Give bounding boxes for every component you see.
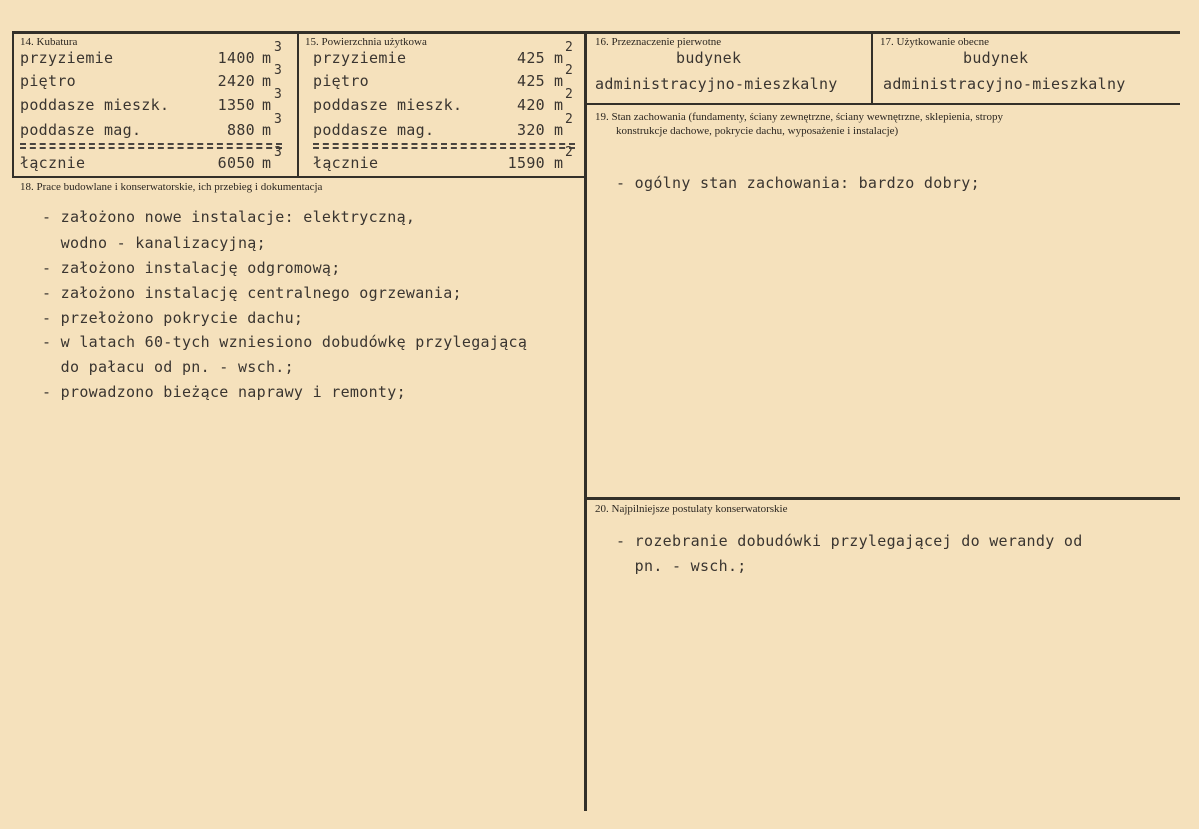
section-15-header: 15. Powierzchnia użytkowa bbox=[305, 36, 427, 48]
top-rule bbox=[12, 31, 1180, 34]
s16-line1: budynek bbox=[676, 49, 742, 67]
s14-row-value: 880 bbox=[227, 121, 255, 139]
s14-row-value: 1350 bbox=[217, 96, 255, 114]
s18-line: do pałacu od pn. - wsch.; bbox=[42, 358, 294, 376]
s17-line1: budynek bbox=[963, 49, 1029, 67]
s15-total-exp: 2 bbox=[565, 145, 573, 160]
s14-row-unit: m bbox=[262, 72, 272, 90]
s15-row-label: przyziemie bbox=[313, 49, 407, 67]
s18-line: - założono instalację centralnego ogrzewania; bbox=[42, 284, 462, 302]
rule-below-15 bbox=[12, 176, 584, 178]
s14-row-exp: 3 bbox=[274, 112, 282, 127]
s15-row-value: 420 bbox=[517, 96, 545, 114]
s18-line: - prowadzono bieżące naprawy i remonty; bbox=[42, 383, 406, 401]
s15-row-unit: m bbox=[554, 121, 564, 139]
s14-row-unit: m bbox=[262, 121, 272, 139]
s18-line: wodno - kanalizacyjną; bbox=[42, 234, 266, 252]
s14-total-rule bbox=[20, 143, 282, 145]
s15-row-exp: 2 bbox=[565, 87, 573, 102]
s15-total-rule bbox=[313, 143, 575, 145]
divider-14-15 bbox=[297, 31, 299, 176]
s15-row-label: poddasze mag. bbox=[313, 121, 435, 139]
s20-line: - rozebranie dobudówki przylegającej do werandy od bbox=[616, 532, 1083, 550]
s18-line: - założono instalację odgromową; bbox=[42, 259, 341, 277]
rule-below-16-17 bbox=[587, 103, 1180, 105]
s17-line2: administracyjno-mieszkalny bbox=[883, 75, 1126, 93]
s14-total-value: 6050 bbox=[217, 154, 255, 172]
s15-total-unit: m bbox=[554, 154, 564, 172]
s18-line: - w latach 60-tych wzniesiono dobudówkę przylegającą bbox=[42, 333, 528, 351]
s14-row-unit: m bbox=[262, 49, 272, 67]
s18-line: - założono nowe instalacje: elektryczną, bbox=[42, 208, 416, 226]
s14-row-label: piętro bbox=[20, 72, 76, 90]
divider-16-17 bbox=[871, 31, 873, 103]
s15-total-rule-2 bbox=[313, 147, 575, 149]
section-19-header-line2: konstrukcje dachowe, pokrycie dachu, wyposażenie i instalacje) bbox=[616, 125, 899, 137]
s14-total-rule-2 bbox=[20, 147, 282, 149]
section-17-header: 17. Użytkowanie obecne bbox=[880, 36, 990, 48]
s15-row-exp: 2 bbox=[565, 40, 573, 55]
s14-row-value: 2420 bbox=[217, 72, 255, 90]
s14-row-unit: m bbox=[262, 96, 272, 114]
s18-line: - przełożono pokrycie dachu; bbox=[42, 309, 304, 327]
main-vertical-divider bbox=[584, 31, 587, 811]
s14-total-unit: m bbox=[262, 154, 272, 172]
s15-row-unit: m bbox=[554, 49, 564, 67]
s15-row-exp: 2 bbox=[565, 63, 573, 78]
s14-row-exp: 3 bbox=[274, 87, 282, 102]
s19-text: - ogólny stan zachowania: bardzo dobry; bbox=[616, 174, 980, 192]
s15-row-value: 320 bbox=[517, 121, 545, 139]
s14-row-label: poddasze mag. bbox=[20, 121, 142, 139]
s15-row-label: piętro bbox=[313, 72, 369, 90]
s14-row-exp: 3 bbox=[274, 40, 282, 55]
s15-row-exp: 2 bbox=[565, 112, 573, 127]
s20-line: pn. - wsch.; bbox=[616, 557, 747, 575]
section-20-header: 20. Najpilniejsze postulaty konserwatorskie bbox=[595, 503, 788, 515]
section-19-header-line1: 19. Stan zachowania (fundamenty, ściany zewnętrzne, ściany wewnętrzne, sklepienia, stropy bbox=[595, 111, 1003, 123]
rule-above-20 bbox=[587, 497, 1180, 500]
s15-row-value: 425 bbox=[517, 72, 545, 90]
s16-line2: administracyjno-mieszkalny bbox=[595, 75, 838, 93]
s15-row-label: poddasze mieszk. bbox=[313, 96, 463, 114]
s14-row-exp: 3 bbox=[274, 63, 282, 78]
section-14-header: 14. Kubatura bbox=[20, 36, 78, 48]
s15-row-unit: m bbox=[554, 96, 564, 114]
s15-row-value: 425 bbox=[517, 49, 545, 67]
left-rule bbox=[12, 31, 14, 176]
s14-row-value: 1400 bbox=[217, 49, 255, 67]
s14-row-label: przyziemie bbox=[20, 49, 114, 67]
s14-total-label: łącznie bbox=[20, 154, 86, 172]
section-18-header: 18. Prace budowlane i konserwatorskie, ich przebieg i dokumentacja bbox=[20, 181, 323, 193]
s15-total-value: 1590 bbox=[507, 154, 545, 172]
s15-total-label: łącznie bbox=[313, 154, 379, 172]
s14-total-exp: 3 bbox=[274, 145, 282, 160]
section-16-header: 16. Przeznaczenie pierwotne bbox=[595, 36, 722, 48]
s15-row-unit: m bbox=[554, 72, 564, 90]
s14-row-label: poddasze mieszk. bbox=[20, 96, 170, 114]
